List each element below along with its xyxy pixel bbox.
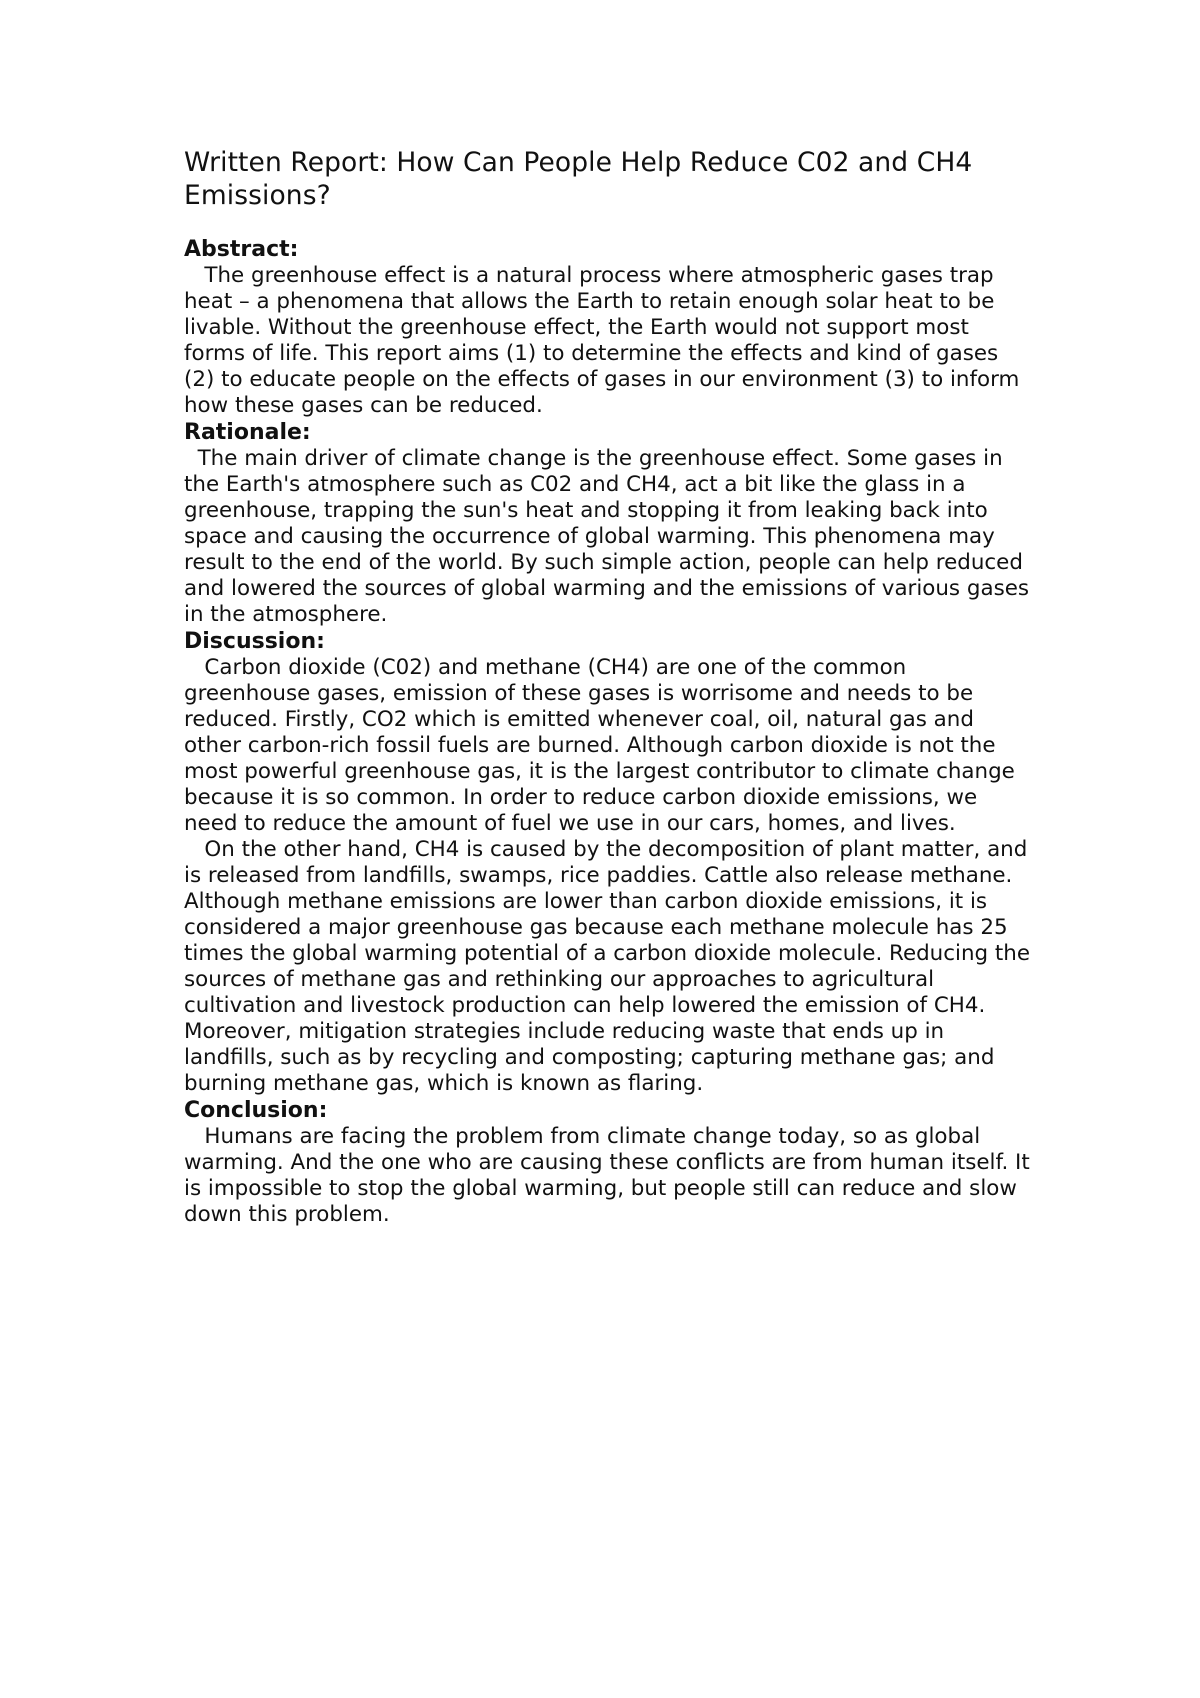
document-title: Written Report: How Can People Help Reduce C02 and CH4 Emissions? [184,147,973,211]
section-heading-rationale: Rationale: [184,420,311,445]
section-heading-abstract: Abstract: [184,237,299,262]
section-heading-conclusion: Conclusion: [184,1098,328,1123]
section-rationale [184,419,1036,628]
paragraph-conclusion: Humans are facing the problem from climate change today, so as global warming. And the one who are causing these conflicts are from human itself. It is impossible to stop the global warming, but people still can reduce and slow down this problem. [184,1124,1037,1227]
section-discussion [184,628,1037,1097]
paragraph-rationale: The main driver of climate change is the greenhouse effect. Some gases in the Earth's atmosphere such as C02 and CH4, act a bit like the glass in a greenhouse, trapping the sun's heat and stopping it from leaking back into space and causing the occurrence of global warming. This phenomena may result to the end of the world. By such simple action, people can help reduced and lowered the sources of global warming and the emissions of various gases in the atmosphere. [184,446,1036,627]
section-abstract [184,236,1030,419]
section-conclusion [184,1097,1037,1228]
document-page [184,146,1037,1228]
paragraph-discussion-1: Carbon dioxide (C02) and methane (CH4) are one of the common greenhouse gases, emission of these gases is worrisome and needs to be reduced. Firstly, CO2 which is emitted whenever coal, oil, natural gas and other carbon-rich fossil fuels are burned. Although carbon dioxide is not the most powerful greenhouse gas, it is the largest contributor to climate change because it is so common. In order to reduce carbon dioxide emissions, we need to reduce the amount of fuel we use in our cars, homes, and lives. [184,655,1022,836]
paragraph-discussion-2: On the other hand, CH4 is caused by the decomposition of plant matter, and is released from landfills, swamps, rice paddies. Cattle also release methane. Although methane emissions are lower than carbon dioxide emissions, it is considered a major greenhouse gas because each methane molecule has 25 times the global warming potential of a carbon dioxide molecule. Reducing the sources of methane gas and rethinking our approaches to agricultural cultivation and livestock production can help lowered the emission of CH4. Moreover, mitigation strategies include reducing waste that ends up in landfills, such as by recycling and composting; capturing methane gas; and burning methane gas, which is known as flaring. [184,837,1037,1096]
paragraph-abstract: The greenhouse effect is a natural process where atmospheric gases trap heat – a phenomena that allows the Earth to retain enough solar heat to be livable. Without the greenhouse effect, the Earth would not support most forms of life. This report aims (1) to determine the effects and kind of gases (2) to educate people on the effects of gases in our environment (3) to inform how these gases can be reduced. [184,263,1027,418]
section-heading-discussion: Discussion: [184,629,325,654]
